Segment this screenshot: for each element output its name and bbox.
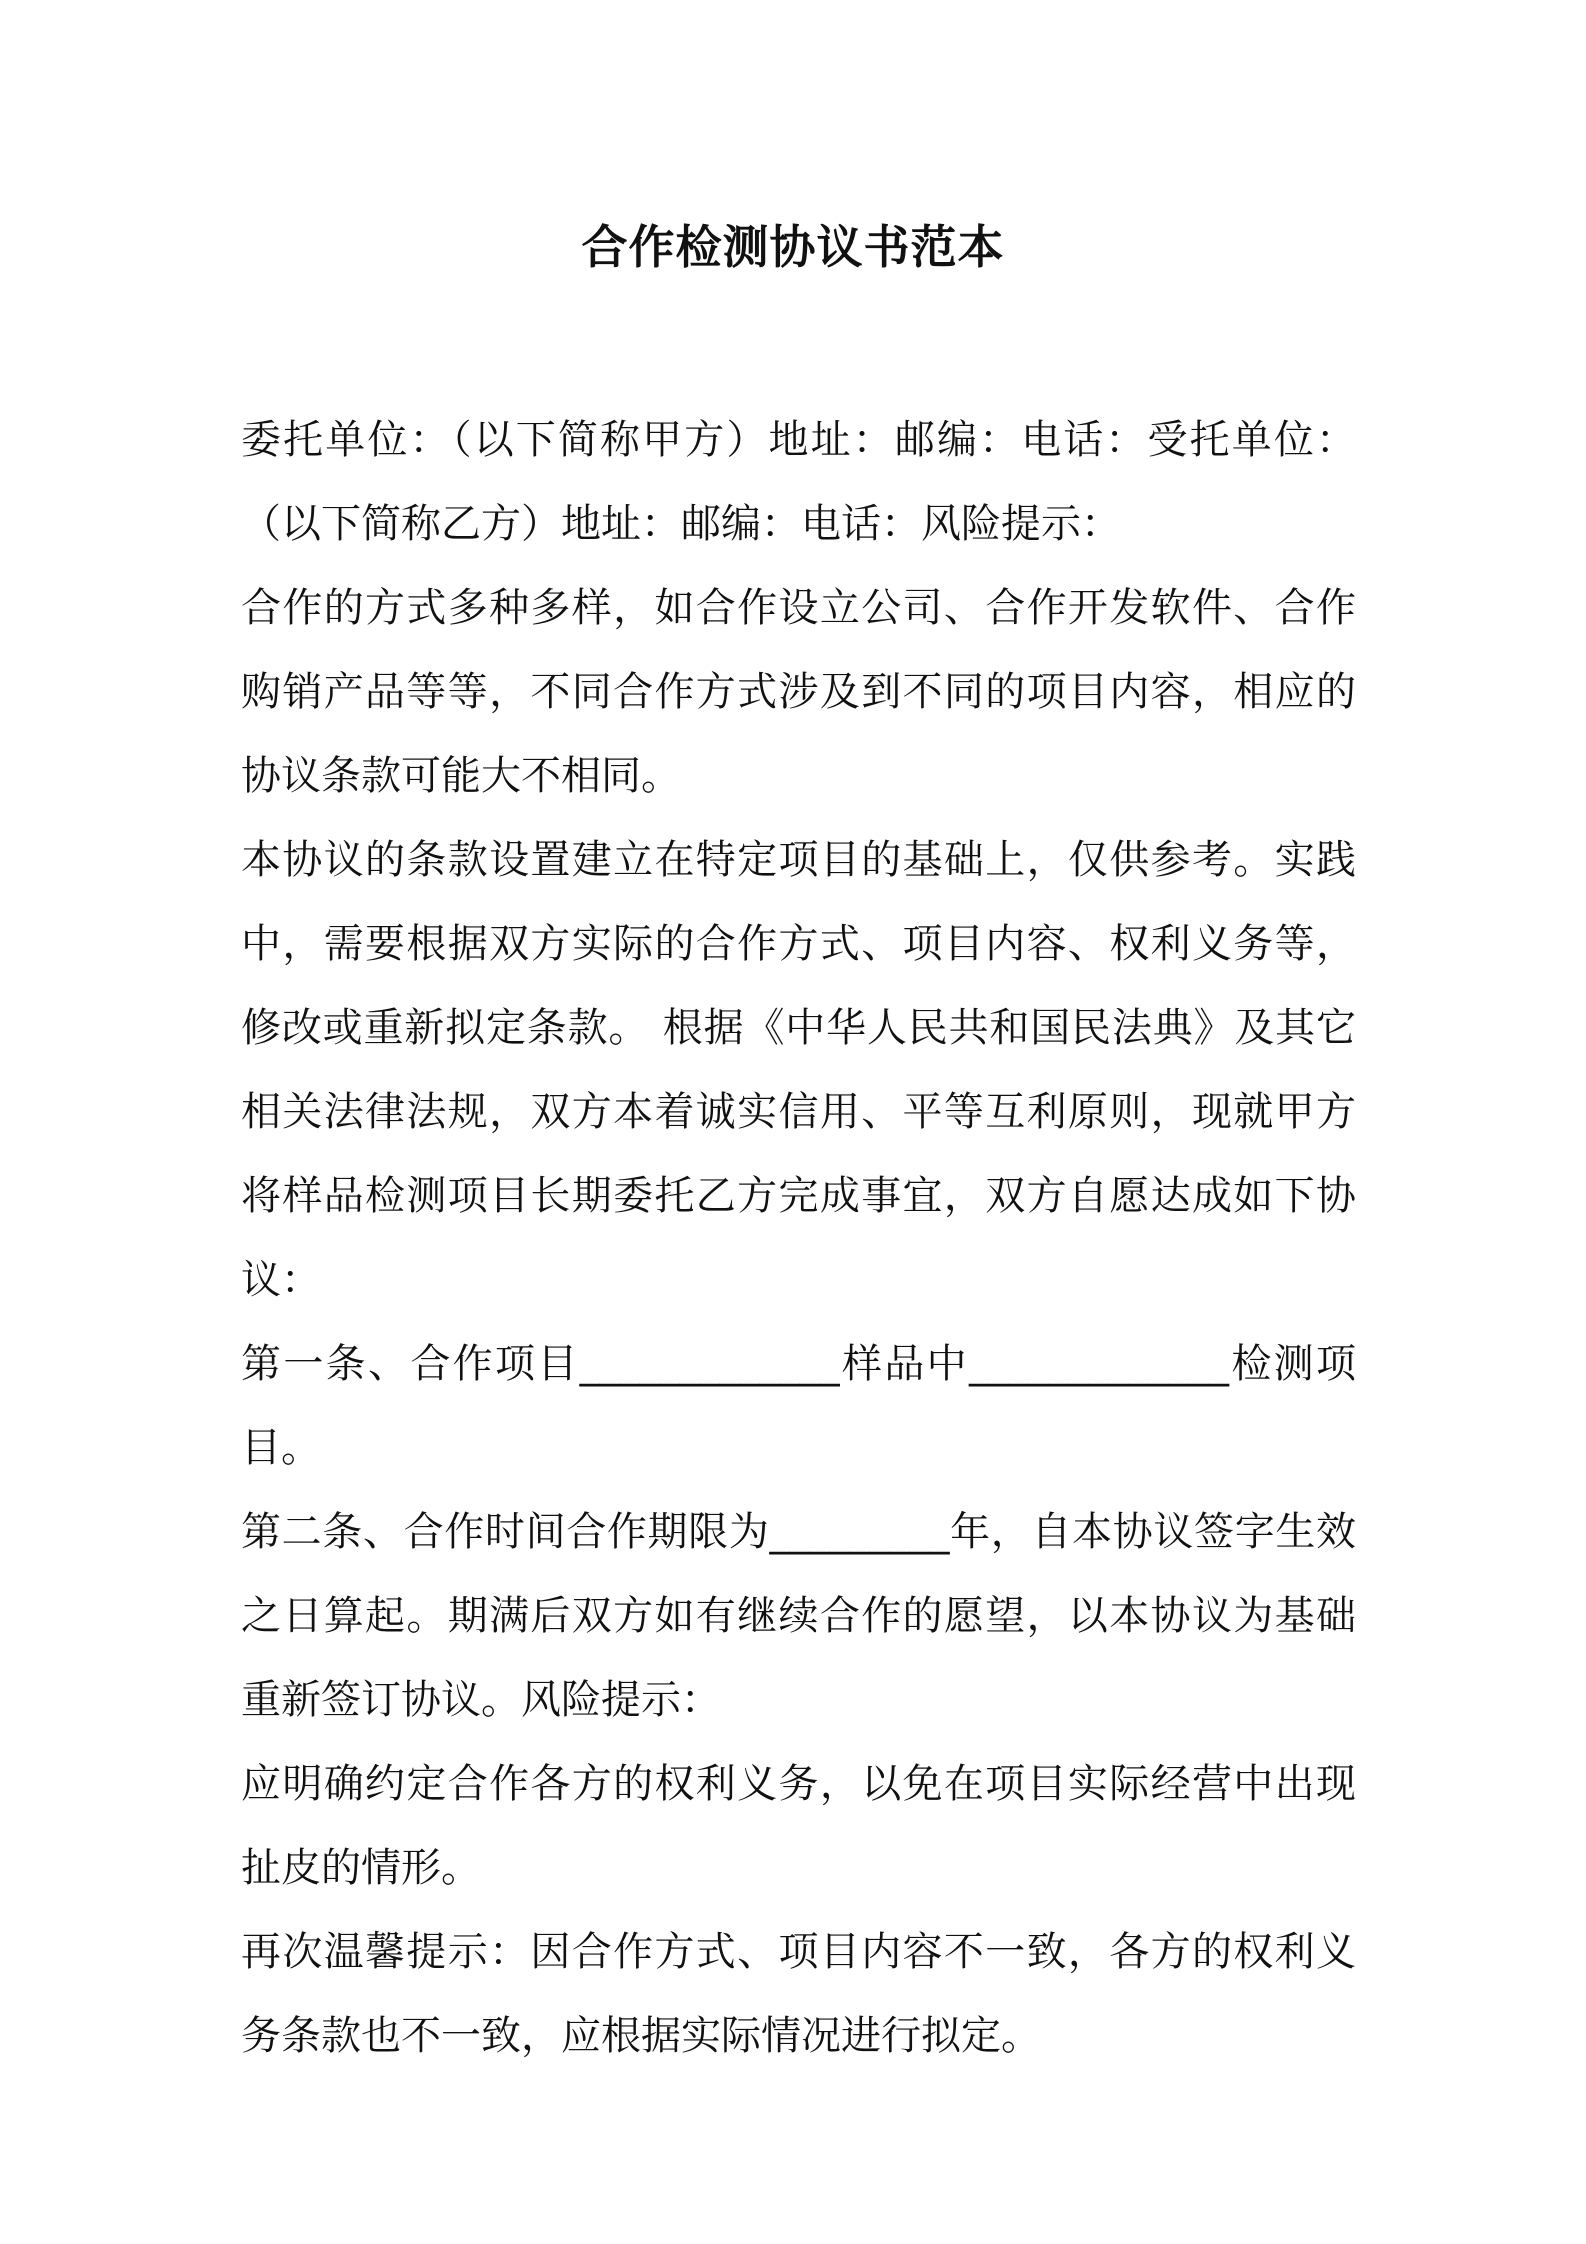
document-title: 合作检测协议书范本 [581, 220, 1005, 274]
paragraph-article-2: 第二条、合作时间合作期限为_________年，自本协议签字生效之日算起。期满后双方如有继续合作的愿望，以本协议为基础重新签订协议。风险提示： [241, 1509, 1356, 1723]
paragraph-preamble: 本协议的条款设置建立在特定项目的基础上，仅供参考。实践中，需要根据双方实际的合作方式、项目内容、权利义务等，修改或重新拟定条款。 根据《中华人民共和国民法典》及其它相关法律法规，双方本着诚实信用、平等互利原则，现就甲方将样品检测项目长期委托乙方完成事宜，双方自愿达成如下协议： [241, 837, 1356, 1303]
document-body [241, 398, 1356, 2078]
paragraph-cooperation-methods: 合作的方式多种多样，如合作设立公司、合作开发软件、合作购销产品等等，不同合作方式涉及到不同的项目内容，相应的协议条款可能大不相同。 [241, 585, 1356, 799]
paragraph-parties: 委托单位：（以下简称甲方）地址：邮编：电话：受托单位：（以下简称乙方）地址：邮编：电话：风险提示： [241, 417, 1356, 547]
paragraph-article-1: 第一条、合作项目_____________样品中_____________检测项目。 [241, 1341, 1356, 1471]
paragraph-risk-note: 应明确约定合作各方的权利义务，以免在项目实际经营中出现扯皮的情形。 [241, 1761, 1356, 1891]
paragraph-reminder: 再次温馨提示：因合作方式、项目内容不一致，各方的权利义务条款也不一致，应根据实际情况进行拟定。 [241, 1929, 1356, 2059]
